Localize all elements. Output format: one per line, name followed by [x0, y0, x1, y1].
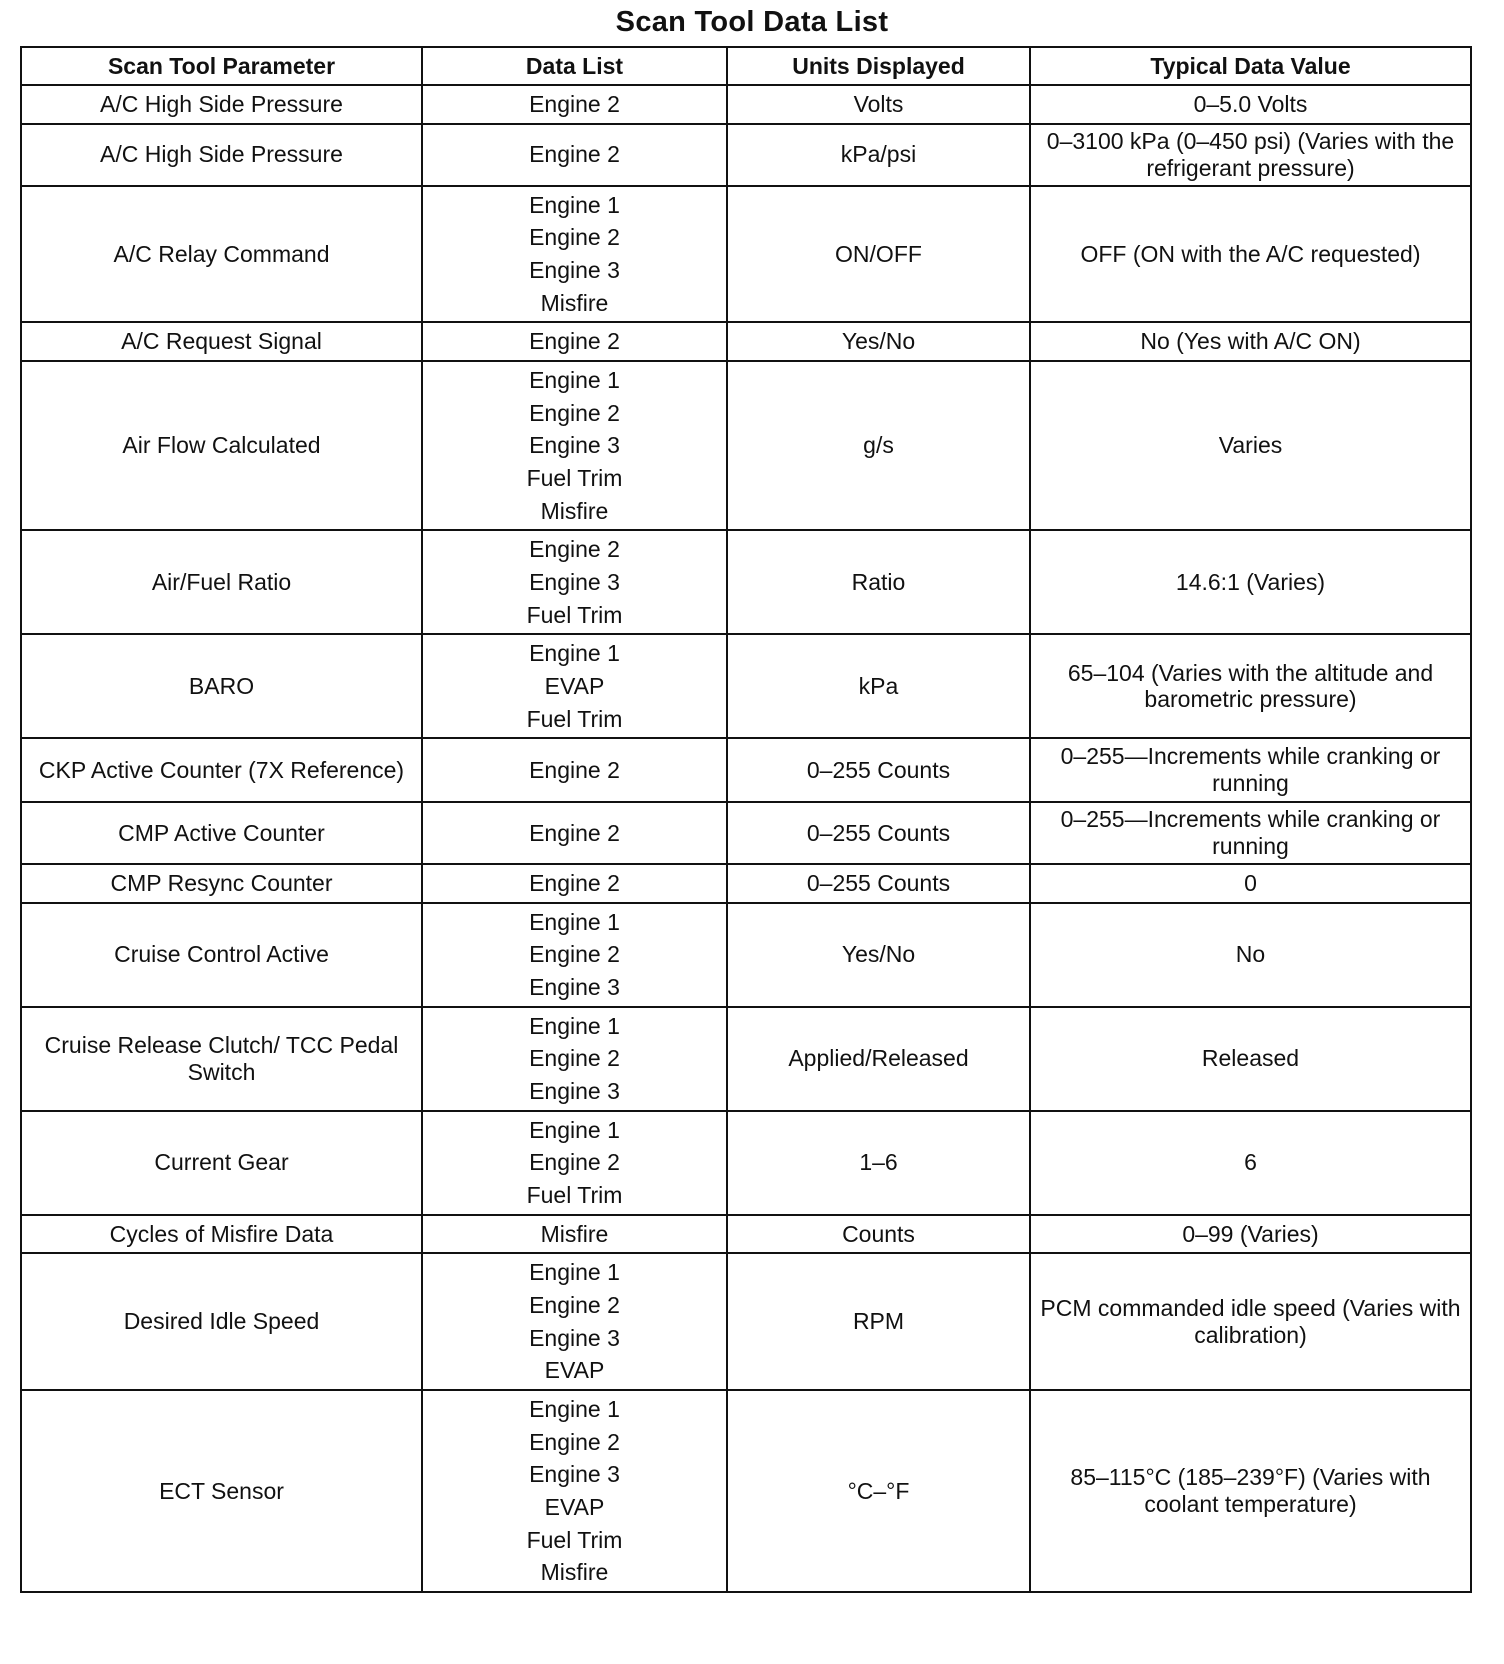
cell-units: 1–6 — [727, 1111, 1030, 1215]
cell-data-list — [422, 186, 727, 323]
cell-typical-value: No — [1030, 903, 1471, 1007]
data-list-entry: Engine 2 — [529, 328, 620, 355]
data-list-entry: Engine 2 — [529, 870, 620, 897]
data-list-entry: Engine 2 — [529, 1149, 620, 1176]
cell-units: Yes/No — [727, 322, 1030, 361]
cell-typical-value: 65–104 (Varies with the altitude and barometric pressure) — [1030, 634, 1471, 738]
table-row — [21, 903, 1471, 1007]
header-row — [21, 47, 1471, 85]
data-list-entry: Engine 2 — [529, 536, 620, 563]
cell-parameter: CMP Active Counter — [21, 802, 422, 864]
table-body — [21, 85, 1471, 1592]
cell-units: Counts — [727, 1215, 1030, 1254]
cell-typical-value: 14.6:1 (Varies) — [1030, 530, 1471, 634]
cell-typical-value: No (Yes with A/C ON) — [1030, 322, 1471, 361]
cell-typical-value: 6 — [1030, 1111, 1471, 1215]
data-list-entry: Engine 2 — [529, 1428, 620, 1455]
data-list-entry: Engine 2 — [529, 1045, 620, 1072]
cell-units: 0–255 Counts — [727, 802, 1030, 864]
cell-data-list — [422, 1390, 727, 1592]
cell-parameter: Current Gear — [21, 1111, 422, 1215]
scan-tool-data-table — [20, 46, 1472, 1593]
cell-typical-value: Released — [1030, 1007, 1471, 1111]
data-list-entry: Fuel Trim — [526, 1182, 623, 1209]
page-title: Scan Tool Data List — [615, 6, 889, 38]
cell-units: kPa — [727, 634, 1030, 738]
cell-data-list — [422, 634, 727, 738]
cell-typical-value: OFF (ON with the A/C requested) — [1030, 186, 1471, 323]
cell-typical-value: 0–255—Increments while cranking or running — [1030, 738, 1471, 802]
cell-typical-value: 0–3100 kPa (0–450 psi) (Varies with the refrigerant pressure) — [1030, 124, 1471, 186]
cell-typical-value: Varies — [1030, 361, 1471, 530]
cell-parameter: Air/Fuel Ratio — [21, 530, 422, 634]
table-row — [21, 738, 1471, 802]
cell-data-list — [422, 1111, 727, 1215]
table-row — [21, 322, 1471, 361]
data-list-entry: Engine 3 — [529, 256, 620, 283]
cell-data-list — [422, 361, 727, 530]
cell-units: kPa/psi — [727, 124, 1030, 186]
cell-parameter: Air Flow Calculated — [21, 361, 422, 530]
cell-data-list — [422, 738, 727, 802]
table-row — [21, 361, 1471, 530]
data-list-entry: Engine 3 — [529, 974, 620, 1001]
table-row — [21, 85, 1471, 124]
cell-units: Volts — [727, 85, 1030, 124]
cell-data-list — [422, 1007, 727, 1111]
data-list-entry: Engine 2 — [529, 941, 620, 968]
table-row — [21, 530, 1471, 634]
cell-data-list — [422, 864, 727, 903]
data-list-entry: Misfire — [540, 1220, 609, 1247]
data-list-entry: Engine 3 — [529, 1324, 620, 1351]
cell-parameter: A/C High Side Pressure — [21, 124, 422, 186]
table-row — [21, 1390, 1471, 1592]
cell-data-list — [422, 85, 727, 124]
cell-parameter: A/C Relay Command — [21, 186, 422, 323]
data-list-entry: Engine 2 — [529, 141, 620, 168]
data-list-entry: Engine 1 — [529, 1116, 620, 1143]
cell-typical-value: 0–255—Increments while cranking or running — [1030, 802, 1471, 864]
cell-parameter: Cruise Control Active — [21, 903, 422, 1007]
data-list-entry: Engine 1 — [529, 640, 620, 667]
data-list-entry: Engine 1 — [529, 908, 620, 935]
data-list-entry: Fuel Trim — [526, 1526, 623, 1553]
header-units: Units Displayed — [727, 47, 1030, 85]
data-list-entry: Engine 3 — [529, 432, 620, 459]
cell-units: ON/OFF — [727, 186, 1030, 323]
data-list-entry: Fuel Trim — [526, 601, 623, 628]
data-list-entry: Engine 2 — [529, 1292, 620, 1319]
cell-parameter: Cruise Release Clutch/ TCC Pedal Switch — [21, 1007, 422, 1111]
data-list-entry: Engine 2 — [529, 819, 620, 846]
data-list-entry: Fuel Trim — [526, 705, 623, 732]
table-row — [21, 124, 1471, 186]
table-row — [21, 1007, 1471, 1111]
cell-typical-value: 0–5.0 Volts — [1030, 85, 1471, 124]
data-list-entry: Engine 3 — [529, 1078, 620, 1105]
cell-typical-value: 0–99 (Varies) — [1030, 1215, 1471, 1254]
table-row — [21, 634, 1471, 738]
data-list-entry: Engine 2 — [529, 224, 620, 251]
table-row — [21, 802, 1471, 864]
cell-parameter: A/C High Side Pressure — [21, 85, 422, 124]
cell-units: g/s — [727, 361, 1030, 530]
cell-units: Ratio — [727, 530, 1030, 634]
data-list-entry: Engine 2 — [529, 91, 620, 117]
data-list-entry: Misfire — [540, 289, 609, 316]
cell-parameter: Cycles of Misfire Data — [21, 1215, 422, 1254]
cell-parameter: BARO — [21, 634, 422, 738]
data-list-entry: EVAP — [544, 1493, 605, 1520]
cell-data-list — [422, 903, 727, 1007]
table-row — [21, 1111, 1471, 1215]
cell-units: 0–255 Counts — [727, 864, 1030, 903]
data-list-entry: Misfire — [540, 1559, 609, 1586]
cell-parameter: CKP Active Counter (7X Reference) — [21, 738, 422, 802]
data-list-entry: Engine 3 — [529, 568, 620, 595]
cell-units: Yes/No — [727, 903, 1030, 1007]
cell-parameter: CMP Resync Counter — [21, 864, 422, 903]
data-list-entry: Engine 3 — [529, 1461, 620, 1488]
cell-parameter: A/C Request Signal — [21, 322, 422, 361]
data-list-entry: Engine 1 — [529, 1259, 620, 1286]
cell-data-list — [422, 1215, 727, 1254]
cell-data-list — [422, 1253, 727, 1390]
header-typical-value: Typical Data Value — [1030, 47, 1471, 85]
cell-data-list — [422, 124, 727, 186]
cell-typical-value: 85–115°C (185–239°F) (Varies with coolant temperature) — [1030, 1390, 1471, 1592]
cell-data-list — [422, 530, 727, 634]
cell-typical-value: 0 — [1030, 864, 1471, 903]
cell-units: °C–°F — [727, 1390, 1030, 1592]
cell-parameter: ECT Sensor — [21, 1390, 422, 1592]
cell-data-list — [422, 322, 727, 361]
cell-parameter: Desired Idle Speed — [21, 1253, 422, 1390]
cell-data-list — [422, 802, 727, 864]
header-data-list: Data List — [422, 47, 727, 85]
table-row — [21, 1253, 1471, 1390]
data-list-entry: Engine 1 — [529, 366, 620, 393]
data-list-entry: EVAP — [544, 1357, 605, 1384]
table-row — [21, 864, 1471, 903]
data-list-entry: Misfire — [540, 497, 609, 524]
data-list-entry: Engine 1 — [529, 191, 620, 218]
data-list-entry: Engine 2 — [529, 756, 620, 783]
cell-units: 0–255 Counts — [727, 738, 1030, 802]
cell-units: RPM — [727, 1253, 1030, 1390]
header-parameter: Scan Tool Parameter — [21, 47, 422, 85]
cell-units: Applied/Released — [727, 1007, 1030, 1111]
data-list-entry: Engine 1 — [529, 1396, 620, 1422]
table-row — [21, 186, 1471, 323]
data-list-entry: Engine 2 — [529, 399, 620, 426]
data-list-entry: EVAP — [544, 672, 605, 699]
data-list-entry: Fuel Trim — [526, 464, 623, 491]
cell-typical-value: PCM commanded idle speed (Varies with calibration) — [1030, 1253, 1471, 1390]
table-row — [21, 1215, 1471, 1254]
data-list-entry: Engine 1 — [529, 1012, 620, 1039]
